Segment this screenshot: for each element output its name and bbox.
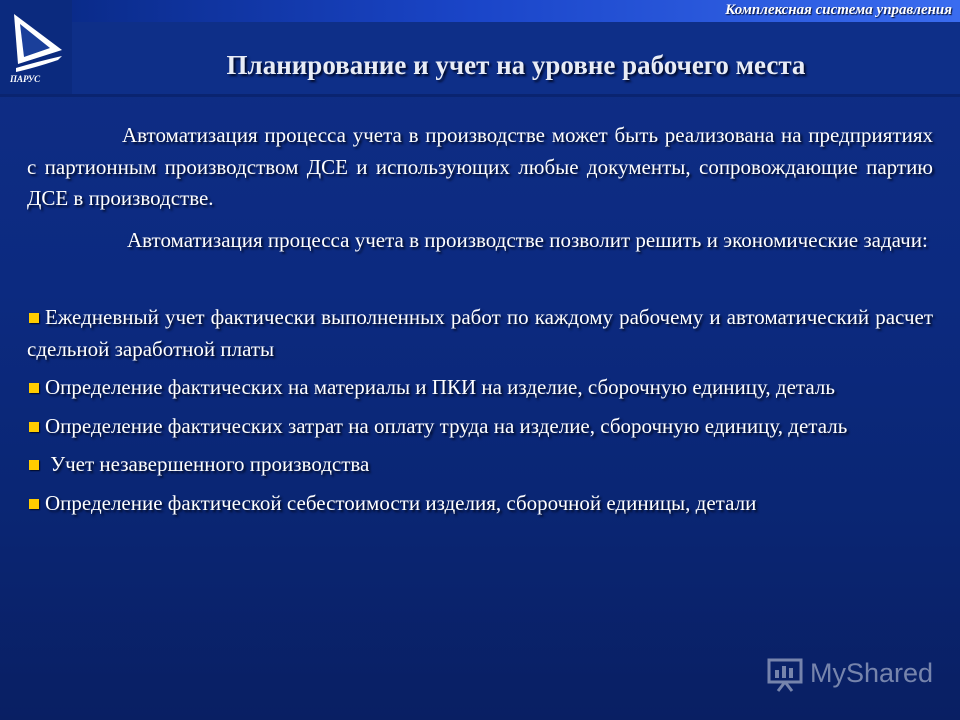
bullet-square-icon: [29, 460, 39, 470]
header-divider: [0, 94, 960, 97]
slide-content: [27, 120, 933, 526]
page-title: Планирование и учет на уровне рабочего места: [226, 50, 806, 80]
list-item: [27, 411, 933, 443]
list-item: [27, 302, 933, 365]
list-item-text: Определение фактических на материалы и ПКИ на изделие, сборочную единицу, деталь: [45, 375, 835, 399]
top-strip: [72, 0, 960, 22]
list-item: [27, 372, 933, 404]
svg-text:ПАРУС: ПАРУС: [10, 74, 41, 84]
bullet-square-icon: [29, 499, 39, 509]
presentation-board-icon: [766, 654, 806, 694]
watermark: [766, 654, 946, 694]
tasks-paragraph: Автоматизация процесса учета в производстве позволит решить и экономические задачи:: [127, 227, 928, 252]
bullet-square-icon: [29, 383, 39, 393]
system-title: Комплексная система управления: [725, 2, 952, 18]
list-item-text: Определение фактической себестоимости изделия, сборочной единицы, детали: [45, 490, 757, 515]
list-item-text: Учет незавершенного производства: [45, 452, 370, 476]
bullet-square-icon: [29, 422, 39, 432]
intro-paragraph: Автоматизация процесса учета в производстве может быть реализована на предприятиях с партионным производством ДСЕ и использующих любые документы, сопровождающие партию ДСЕ в производстве.: [27, 123, 933, 210]
list-item-text: Ежедневный учет фактически выполненных работ по каждому рабочему и автоматический расчет сдельной заработной платы: [27, 305, 933, 361]
list-item: [27, 449, 933, 481]
sail-logo-icon: [0, 0, 72, 94]
watermark-text: MyShared: [810, 658, 934, 688]
bullet-square-icon: [29, 313, 39, 323]
list-item-text: Определение фактических затрат на оплату труда на изделие, сборочную единицу, деталь: [45, 413, 848, 438]
tasks-list: [27, 302, 933, 519]
list-item: [27, 488, 933, 520]
